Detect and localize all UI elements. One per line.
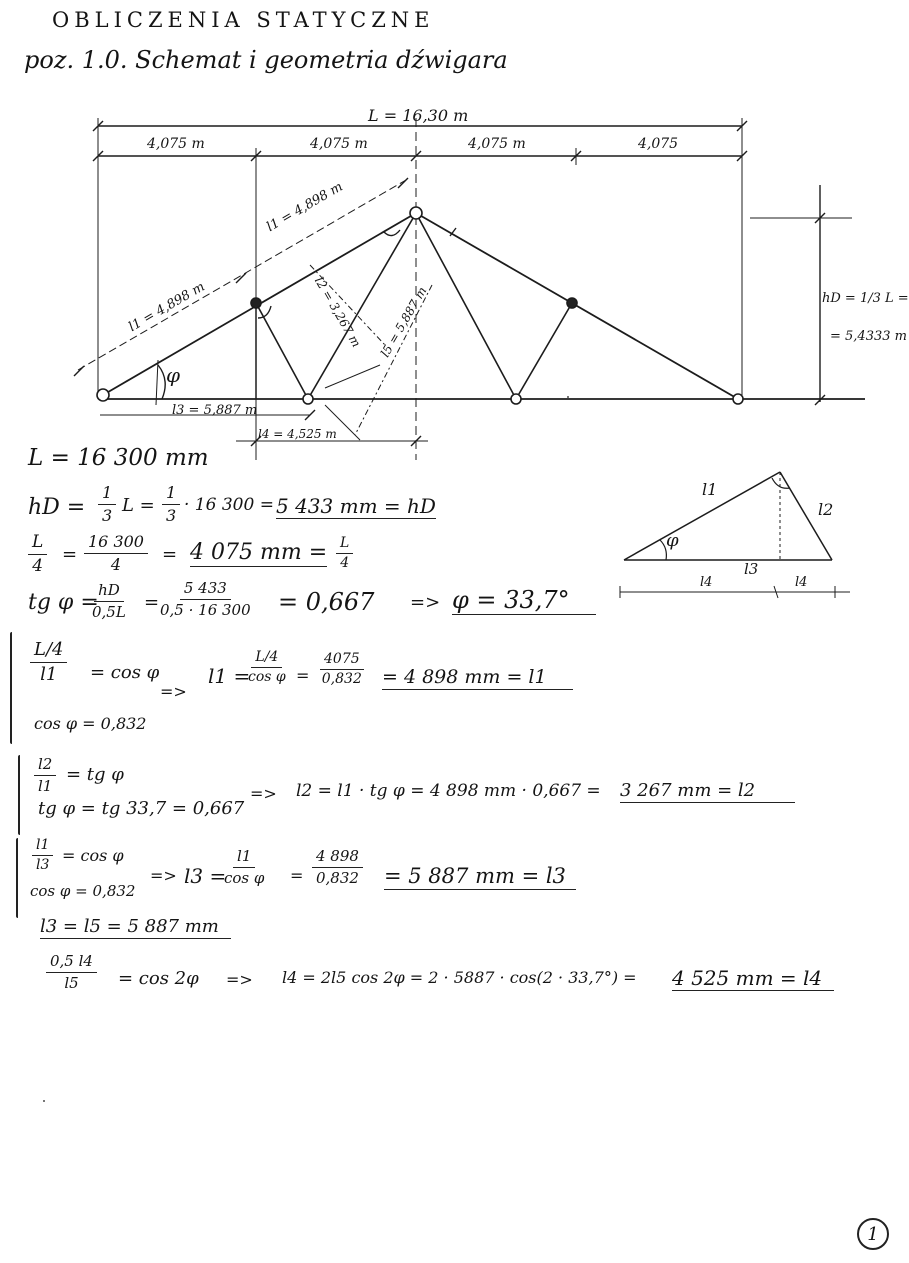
scan-speck	[43, 1100, 45, 1102]
page-number: 1	[857, 1218, 889, 1250]
triangle-base-label: l3	[744, 560, 759, 578]
frac-den: 4	[340, 555, 350, 572]
calc-quarter-fraction-3	[336, 536, 353, 572]
triangle-angle-label: φ	[666, 530, 679, 551]
frac-den: 3	[102, 505, 113, 525]
panel-label-2: 4,075 m	[310, 136, 368, 152]
triangle-leg-label: l2	[818, 500, 834, 519]
frac-den: 4	[32, 555, 44, 576]
l2-label: l2 = 3,267 m	[311, 274, 364, 350]
calc-s1-arrow: =>	[160, 682, 187, 701]
calc-s3-result: = 5 887 mm = l3	[384, 866, 576, 890]
frac-den: l1	[38, 776, 53, 795]
panel-label-3: 4,075 m	[468, 136, 526, 152]
calc-s2-eq: = tg φ	[66, 764, 124, 785]
frac-num: 16 300	[84, 533, 148, 554]
l5-label: l5 = 5,887 m	[377, 284, 430, 360]
calc-s2-arrow: =>	[250, 784, 277, 803]
calc-hd-lhs: hD =	[28, 495, 86, 520]
frac-num: 4075	[320, 652, 364, 670]
triangle-diagram	[0, 0, 893, 620]
l1-lower-label: l1 = 4,898 m	[126, 279, 208, 335]
calc-s1-result: = 4 898 mm = l1	[382, 668, 573, 690]
calc-s1-cos: cos φ = 0,832	[34, 714, 147, 733]
calc-hd-fraction	[98, 484, 116, 524]
calc-quarter-result: 4 075 mm =	[190, 540, 328, 565]
frac-num: 5 433	[180, 580, 231, 600]
calc-s3-fraction-2	[224, 848, 264, 886]
frac-den: 0,832	[321, 671, 362, 688]
system-brace-1	[10, 632, 12, 744]
calc-s3-fraction	[32, 838, 53, 874]
triangle-hyp-label: l1	[702, 480, 718, 499]
calc-s1-fraction-3	[320, 652, 364, 688]
calc-s3-fraction-3	[312, 848, 363, 886]
scan-speck	[567, 396, 569, 398]
calc-quarter-fraction	[28, 533, 47, 575]
calc-s1-fraction-2	[248, 650, 286, 686]
calc-s3-equality: l3 = l5 = 5 887 mm	[40, 918, 231, 939]
height-label-2: = 5,4333 m	[830, 329, 907, 344]
calc-s4-fraction	[46, 953, 97, 991]
calc-span: L = 16 300 mm	[28, 445, 209, 471]
page-title: OBLICZENIA STATYCZNE	[52, 8, 435, 32]
frac-den: l1	[40, 663, 58, 685]
frac-num: L/4	[30, 640, 67, 663]
frac-den: cos φ	[248, 669, 286, 686]
calc-s2-calc: l2 = l1 · tg φ = 4 898 mm · 0,667 =	[296, 781, 601, 801]
calc-s2-tg: tg φ = tg 33,7 = 0,667	[38, 798, 245, 819]
calc-s2-fraction	[34, 756, 56, 794]
frac-den: 0,832	[316, 868, 359, 887]
frac-den: l5	[64, 973, 79, 992]
calc-s3-cos: cos φ = 0,832	[30, 882, 136, 900]
frac-den: 0,5 · 16 300	[160, 600, 251, 619]
calc-quarter-eq-2: =	[162, 544, 178, 565]
position-subtitle: poz. 1.0. Schemat i geometria dźwigara	[24, 46, 508, 74]
frac-num: 1	[162, 484, 180, 505]
calc-s4-calc: l4 = 2l5 cos 2φ = 2 · 5887 · cos(2 · 33,7°) =	[282, 968, 637, 987]
calc-hd-mid: L =	[122, 495, 155, 516]
calc-tg-eq: =	[144, 592, 160, 613]
panel-label-4: 4,075	[638, 136, 679, 152]
frac-num: l2	[34, 756, 56, 776]
calc-s2-result: 3 267 mm = l2	[620, 782, 795, 803]
system-brace-2	[18, 755, 20, 835]
calc-s3-eq: = cos φ	[62, 846, 124, 865]
frac-num: l1	[233, 848, 255, 868]
calc-s3-l3: l3 =	[184, 864, 227, 888]
frac-den: 0,5L	[92, 602, 126, 621]
calc-s3-eq-2: =	[290, 866, 304, 885]
frac-num: 1	[98, 484, 116, 505]
frac-num: hD	[94, 582, 124, 602]
calc-quarter-eq: =	[62, 544, 78, 565]
panel-label-1: 4,075 m	[147, 136, 205, 152]
calc-s1-eq: = cos φ	[90, 662, 160, 683]
frac-num: L	[336, 536, 353, 554]
calc-hd-result: 5 433 mm = hD	[276, 494, 436, 518]
frac-num: L	[28, 533, 47, 555]
system-brace-3	[16, 838, 18, 918]
calc-s1-l1: l1 =	[208, 664, 251, 688]
frac-den: l3	[36, 857, 50, 874]
angle-label: φ	[166, 363, 181, 387]
calc-hd-mid-2: · 16 300 =	[184, 495, 274, 515]
calc-s4-result: 4 525 mm = l4	[672, 968, 834, 991]
frac-num: L/4	[251, 650, 282, 668]
calc-tg-value: = 0,667	[278, 588, 375, 616]
l1-upper-label: l1 = 4,898 m	[264, 179, 346, 235]
height-label-1: hD = 1/3 L =	[822, 291, 909, 306]
triangle-left-dim: l4	[700, 575, 713, 590]
calc-tg-arrow: =>	[410, 592, 441, 613]
calc-tg-result: φ = 33,7°	[452, 588, 596, 615]
span-label: L = 16,30 m	[368, 106, 469, 125]
triangle-right-dim: l4	[795, 575, 808, 590]
frac-num: 0,5 l4	[46, 953, 97, 973]
frac-den: cos φ	[224, 868, 265, 887]
calc-s4-eq: = cos 2φ	[118, 968, 199, 989]
calc-hd-fraction-2	[162, 484, 180, 524]
calc-s1-fraction	[30, 640, 67, 685]
calc-quarter-fraction-2	[84, 533, 148, 573]
l3-label: l3 = 5,887 m	[172, 403, 258, 418]
frac-den: 4	[110, 554, 122, 574]
calc-tg-fraction	[92, 582, 126, 620]
l4-label: l4 = 4,525 m	[258, 427, 337, 441]
frac-num: l1	[32, 838, 53, 856]
calc-s4-arrow: =>	[226, 970, 253, 989]
calc-s1-eq-2: =	[296, 666, 310, 685]
frac-num: 4 898	[312, 848, 363, 868]
calc-tg-lhs: tg φ =	[28, 590, 99, 615]
frac-den: 3	[166, 505, 177, 525]
calc-tg-fraction-2	[160, 580, 251, 618]
calc-s3-arrow: =>	[150, 866, 177, 885]
